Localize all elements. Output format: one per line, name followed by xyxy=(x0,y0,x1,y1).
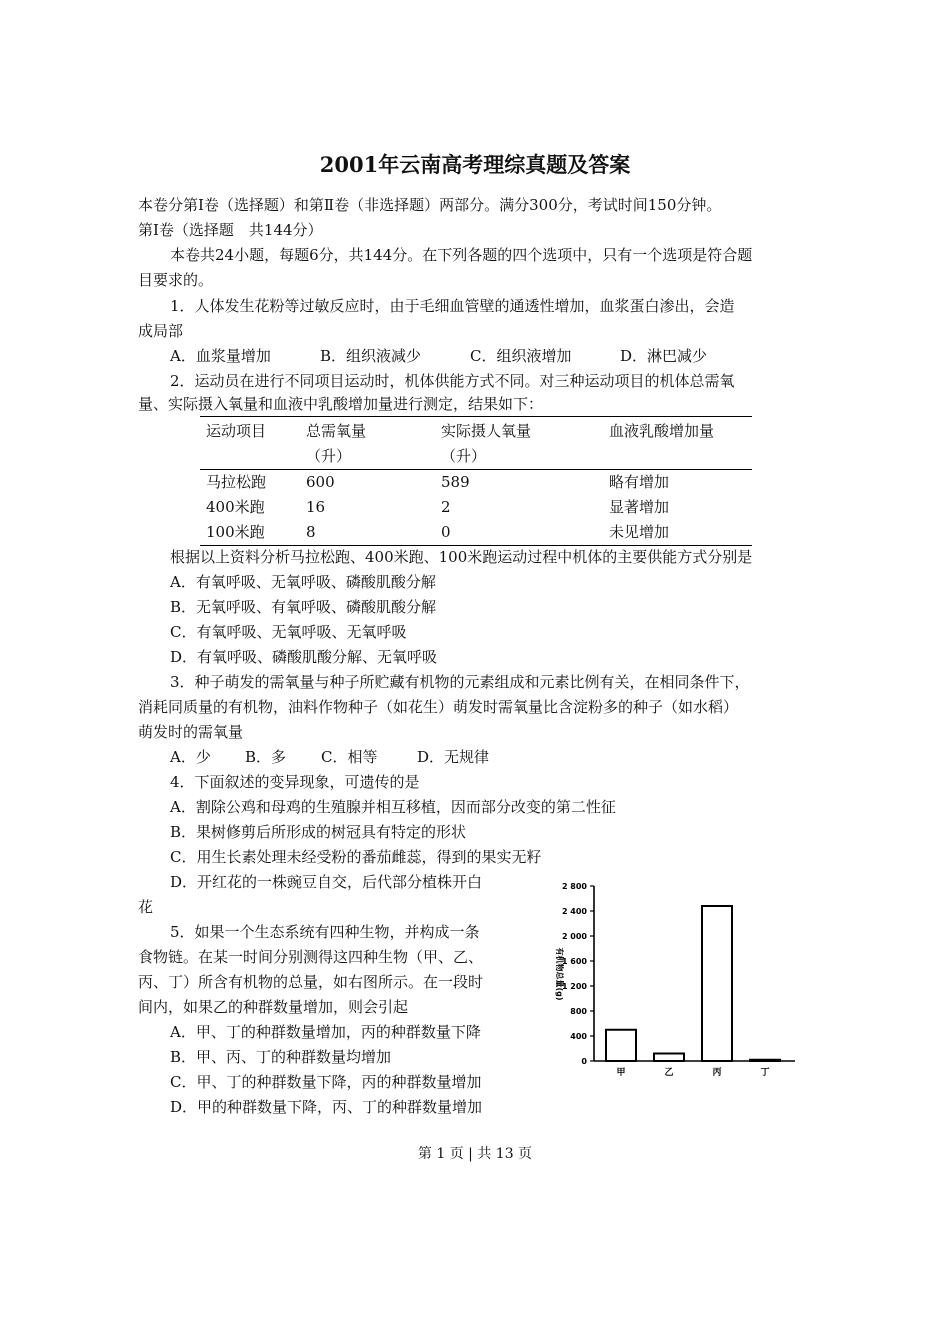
instructions-line-2: 目要求的。 xyxy=(138,271,214,289)
table-row xyxy=(200,520,752,546)
chart-bars xyxy=(606,906,780,1061)
table-cell: 0 xyxy=(441,523,451,541)
organic-matter-bar-chart xyxy=(545,878,805,1083)
table-cell: 略有增加 xyxy=(609,473,670,491)
x-category-label: 丁 xyxy=(760,1068,770,1078)
table-unit-total-oxygen: （升） xyxy=(306,447,352,465)
table-header-actual-oxygen: 实际摄人氧量 xyxy=(441,422,532,440)
q1-stem-line-2: 成局部 xyxy=(138,322,184,340)
table-cell: 16 xyxy=(306,498,326,516)
q5-stem-line-1: 5．如果一个生态系统有四种生物，并构成一条 xyxy=(170,923,480,941)
q4-option-a: A．割除公鸡和母鸡的生殖腺并相互移植，因而部分改变的第二性征 xyxy=(170,798,616,816)
x-category-label: 乙 xyxy=(664,1068,674,1078)
chart-x-labels xyxy=(616,1066,769,1078)
q1-option-d: D．淋巴减少 xyxy=(620,347,708,365)
table-cell: 2 xyxy=(441,498,451,516)
q5-option-c: C．甲、丁的种群数量下降，丙的种群数量增加 xyxy=(170,1073,482,1091)
table-cell: 未见增加 xyxy=(609,523,670,541)
y-axis-label: 有机物总量(g) xyxy=(555,947,564,1001)
q2-option-d: D．有氧呼吸、磷酸肌酸分解、无氧呼吸 xyxy=(170,648,438,666)
q3-option-b: B．多 xyxy=(245,748,287,766)
q4-option-d: D．开红花的一株豌豆自交，后代部分植株开白 xyxy=(170,873,483,891)
q5-option-d: D．甲的种群数量下降，丙、丁的种群数量增加 xyxy=(170,1098,483,1116)
q3-stem-line-3: 萌发时的需氧量 xyxy=(138,723,244,741)
bar-1 xyxy=(606,1030,636,1061)
q5-stem-line-2: 食物链。在某一时间分别测得这四种生物（甲、乙、 xyxy=(138,948,484,966)
table-header-total-oxygen: 总需氧量 xyxy=(306,422,367,440)
q2-stem-line-2: 量、实际摄入氧量和血液中乳酸增加量进行测定，结果如下： xyxy=(138,395,544,413)
table-header-event: 运动项目 xyxy=(206,422,267,440)
y-tick-label: 400 xyxy=(570,1032,587,1041)
page-footer: 第 1 页 | 共 13 页 xyxy=(417,1146,533,1162)
table-row xyxy=(200,470,752,496)
bar-3 xyxy=(702,906,732,1061)
q3-stem-line-2: 消耗同质量的有机物，油料作物种子（如花生）萌发时需氧量比含淀粉多的种子（如水稻） xyxy=(138,698,739,716)
q1-option-b: B．组织液减少 xyxy=(320,347,422,365)
q5-stem-line-4: 间内，如果乙的种群数量增加，则会引起 xyxy=(138,998,409,1016)
chart-ticks xyxy=(562,882,594,1066)
q1-options xyxy=(170,344,707,369)
q4-option-b: B．果树修剪后所形成的树冠具有特定的形状 xyxy=(170,823,467,841)
y-tick-label: 0 xyxy=(581,1057,587,1066)
q5-stem-line-3: 丙、丁）所含有机物的总量，如右图所示。在一段时 xyxy=(138,973,484,991)
table-header-lactate: 血液乳酸增加量 xyxy=(609,422,715,440)
table-cell: 600 xyxy=(306,473,335,491)
table-cell: 马拉松跑 xyxy=(206,473,267,491)
q2-option-c: C．有氧呼吸、无氧呼吸、无氧呼吸 xyxy=(170,623,407,641)
part1-heading: 第Ⅰ卷（选择题 共144分） xyxy=(138,221,323,239)
q1-option-a: A．血浆量增加 xyxy=(170,347,271,365)
bar-2 xyxy=(654,1054,684,1062)
q4-stem: 4．下面叙述的变异现象，可遗传的是 xyxy=(170,773,420,791)
table-cell: 显著增加 xyxy=(609,498,670,516)
y-tick-label: 1 600 xyxy=(561,957,587,966)
table-cell: 100米跑 xyxy=(206,523,265,541)
oxygen-data-table xyxy=(200,416,752,546)
y-tick-label: 2 400 xyxy=(561,907,587,916)
q3-option-c: C．相等 xyxy=(321,748,378,766)
table-cell: 400米跑 xyxy=(206,498,265,516)
q5-option-b: B．甲、丙、丁的种群数量均增加 xyxy=(170,1048,392,1066)
bar-4 xyxy=(750,1060,780,1061)
table-cell: 589 xyxy=(441,473,470,491)
table-cell: 8 xyxy=(306,523,316,541)
page-title: 2001年云南高考理综真题及答案 xyxy=(319,152,631,177)
y-tick-label: 2 000 xyxy=(561,932,587,941)
q2-stem-line-1: 2．运动员在进行不同项目运动时，机体供能方式不同。对三种运动项目的机体总需氧 xyxy=(170,372,735,390)
q4-option-d-continued: 花 xyxy=(138,898,154,916)
y-tick-label: 800 xyxy=(570,1007,587,1016)
intro-text: 本卷分第Ⅰ卷（选择题）和第Ⅱ卷（非选择题）两部分。满分300分，考试时间150分钟。 xyxy=(138,196,722,214)
q1-stem-line-1: 1．人体发生花粉等过敏反应时，由于毛细血管壁的通透性增加，血浆蛋白渗出，会造 xyxy=(170,297,735,315)
q2-option-a: A．有氧呼吸、无氧呼吸、磷酸肌酸分解 xyxy=(170,573,436,591)
q4-option-c: C．用生长素处理未经受粉的番茄雌蕊，得到的果实无籽 xyxy=(170,848,542,866)
instructions-line-1: 本卷共24小题，每题6分，共144分。在下列各题的四个选项中，只有一个选项是符合题 xyxy=(170,246,753,264)
table-row xyxy=(200,495,752,520)
q3-option-a: A．少 xyxy=(170,748,211,766)
q2-question: 根据以上资料分析马拉松跑、400米跑、100米跑运动过程中机体的主要供能方式分别是 xyxy=(170,548,753,566)
q2-option-b: B．无氧呼吸、有氧呼吸、磷酸肌酸分解 xyxy=(170,598,437,616)
y-tick-label: 2 800 xyxy=(561,882,587,891)
table-unit-actual-oxygen: （升） xyxy=(441,447,487,465)
table-unit-event xyxy=(200,444,300,470)
x-category-label: 丙 xyxy=(712,1068,722,1078)
y-tick-label: 1 200 xyxy=(561,982,587,991)
x-category-label: 甲 xyxy=(616,1068,626,1078)
q1-option-c: C．组织液增加 xyxy=(470,347,572,365)
q5-option-a: A．甲、丁的种群数量增加，丙的种群数量下降 xyxy=(170,1023,481,1041)
q3-option-d: D．无规律 xyxy=(417,748,490,766)
table-unit-lactate xyxy=(603,444,752,470)
q3-options xyxy=(170,745,489,770)
q3-stem-line-1: 3．种子萌发的需氧量与种子所贮藏有机物的元素组成和元素比例有关，在相同条件下， xyxy=(170,673,750,691)
